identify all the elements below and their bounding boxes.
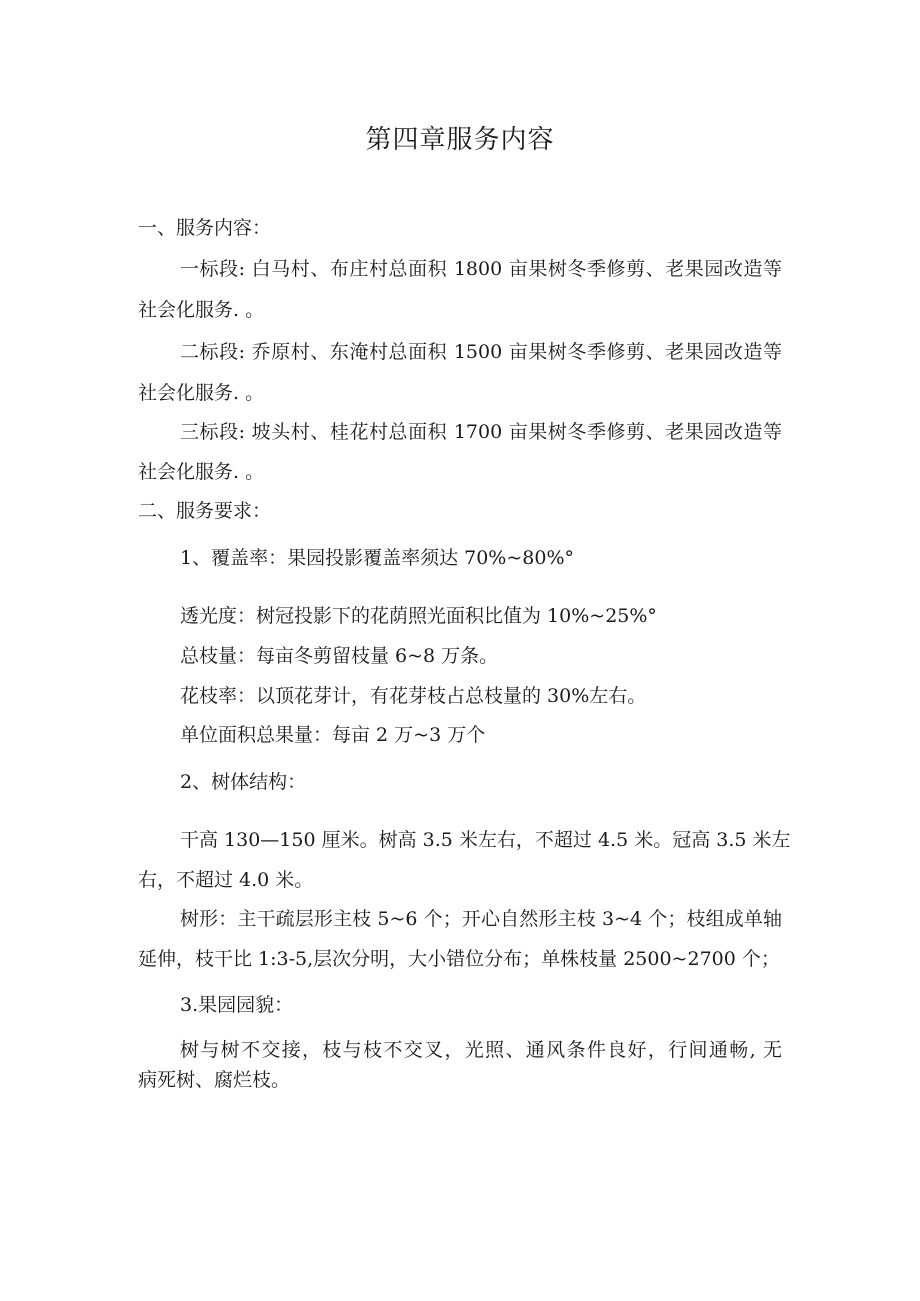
req-tree-shape-line1: 树形：主干疏层形主枝 5~6 个；开心自然形主枝 3~4 个；枝组成单轴 bbox=[180, 908, 782, 930]
req-light-transmittance: 透光度：树冠投影下的花荫照光面积比值为 10%~25%° bbox=[180, 605, 657, 627]
section-heading-service-content: 一、服务内容： bbox=[138, 217, 272, 239]
req-tree-shape-line2: 延伸，枝干比 1:3-5,层次分明，大小错位分布；单株枝量 2500~2700 个； bbox=[138, 948, 780, 970]
req-total-branches: 总枝量：每亩冬剪留枝量 6~8 万条。 bbox=[180, 645, 499, 667]
lot3-text-line2: 社会化服务. 。 bbox=[138, 461, 265, 483]
req-orchard-appearance-heading: 3.果园园貌： bbox=[180, 994, 294, 1016]
req-trunk-height-line1: 干高 130—150 厘米。树高 3.5 米左右，不超过 4.5 米。冠高 3.5 米左 bbox=[180, 829, 791, 851]
req-orchard-appearance-line1: 树与树不交接，枝与枝不交叉，光照、通风条件良好，行间通畅, 无 bbox=[180, 1039, 782, 1061]
section-heading-service-requirements: 二、服务要求： bbox=[138, 500, 272, 522]
req-tree-structure-heading: 2、树体结构： bbox=[180, 771, 307, 793]
req-fruit-per-area: 单位面积总果量：每亩 2 万~3 万个 bbox=[180, 724, 486, 746]
req-coverage-rate: 1、覆盖率：果园投影覆盖率须达 70%~80%° bbox=[180, 547, 575, 569]
lot1-text-line1: 一标段: 白马村、布庄村总面积 1800 亩果树冬季修剪、老果园改造等 bbox=[180, 258, 782, 280]
lot2-text-line1: 二标段: 乔原村、东淹村总面积 1500 亩果树冬季修剪、老果园改造等 bbox=[180, 341, 782, 363]
req-trunk-height-line2: 右，不超过 4.0 米。 bbox=[138, 869, 314, 891]
lot3-text-line1: 三标段: 坡头村、桂花村总面积 1700 亩果树冬季修剪、老果园改造等 bbox=[180, 421, 782, 443]
req-flower-branch-rate: 花枝率：以顶花芽计，有花芽枝占总枝量的 30%左右。 bbox=[180, 685, 647, 707]
req-orchard-appearance-line2: 病死树、腐烂枝。 bbox=[138, 1069, 291, 1091]
lot2-text-line2: 社会化服务. 。 bbox=[138, 382, 265, 404]
page-title: 第四章服务内容 bbox=[365, 125, 555, 155]
lot1-text-line2: 社会化服务. 。 bbox=[138, 299, 265, 321]
